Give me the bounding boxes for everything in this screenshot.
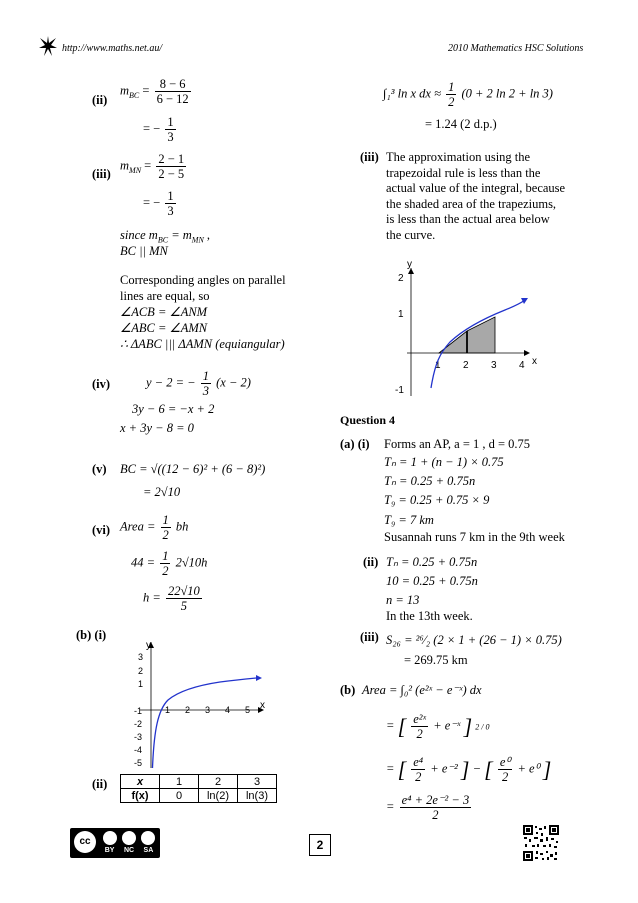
ap-line-5: T₉ = 7 km xyxy=(384,513,434,527)
sum-26-result: = 269.75 km xyxy=(404,653,468,667)
line-eq-1: y − 2 = − $\frac{1}{3}$ (x − 2) xyxy=(146,369,251,398)
explanation-line-5: is less than the actual area below xyxy=(386,212,550,226)
svg-text:5: 5 xyxy=(245,705,251,715)
corresponding-text-1: Corresponding angles on parallel xyxy=(120,273,286,287)
x-axis-label: x xyxy=(532,356,537,367)
header-title: 2010 Mathematics HSC Solutions xyxy=(448,43,584,54)
svg-text:-3: -3 xyxy=(134,732,143,742)
license-sa: SA xyxy=(143,847,154,854)
creative-commons-badge[interactable] xyxy=(70,828,160,858)
cc-icon: cc xyxy=(74,831,96,853)
line-eq-3: x + 3y − 8 = 0 xyxy=(120,421,194,435)
license-nc: NC xyxy=(123,847,135,854)
sa-icon xyxy=(141,831,155,845)
angle-equality-1: ∠ACB = ∠ANM xyxy=(120,305,208,319)
part-iii-label: (iii) xyxy=(92,167,111,181)
area-integral: Area = ∫₀² (e²ˣ − e⁻ˣ) dx xyxy=(362,683,482,697)
svg-text:1: 1 xyxy=(165,705,171,715)
explanation-line-1: The approximation using the xyxy=(386,150,531,164)
qr-code[interactable] xyxy=(523,825,559,861)
aii-line-1: Tₙ = 0.25 + 0.75n xyxy=(386,555,478,569)
height-result: h = $\frac{22√10}{5}$ xyxy=(143,584,200,613)
slope-mn-equation: $m_{MN}$ = $\frac{2 - 1}{2 - 5}$ xyxy=(120,152,185,181)
nc-icon xyxy=(122,831,136,845)
part-a-iii-label: (iii) xyxy=(360,630,379,644)
ap-line-4: T₉ = 0.25 + 0.75 × 9 xyxy=(384,493,490,507)
svg-text:2: 2 xyxy=(138,666,144,676)
since-line: since $m_{BC} = m_{MN}$ , xyxy=(120,228,211,245)
corresponding-text-2: lines are equal, so xyxy=(120,289,210,303)
trapezoidal-result: = 1.24 (2 d.p.) xyxy=(425,117,497,131)
area-substitution: 44 = $\frac{1}{2}$ 2√10h xyxy=(131,549,208,578)
explanation-line-3: actual value of the integral, because xyxy=(386,181,566,195)
svg-text:3: 3 xyxy=(205,705,211,715)
explanation-line-2: trapezoidal rule is less than the xyxy=(386,166,541,180)
svg-text:-5: -5 xyxy=(134,758,143,768)
svg-text:2: 2 xyxy=(185,705,191,715)
evaluation-line: = [ $\frac{\text{e⁴}}{2}$ + e⁻² ] − [ $\frac{\text{e⁰}}{2}$ + e⁰ ] xyxy=(386,755,552,784)
x-axis-label: x xyxy=(260,700,265,711)
svg-text:2: 2 xyxy=(398,273,404,284)
area-formula: Area = $\frac{1}{2}$ bh xyxy=(120,513,189,542)
y-axis-label: y xyxy=(146,640,151,651)
logo-star-icon xyxy=(38,35,58,62)
svg-text:3: 3 xyxy=(491,360,497,371)
part-b-ii-label: (ii) xyxy=(92,777,108,791)
license-by: BY xyxy=(104,847,115,854)
aii-line-3: n = 13 xyxy=(386,593,420,607)
svg-text:1: 1 xyxy=(138,679,144,689)
ap-line-1: Forms an AP, a = 1 , d = 0.75 xyxy=(384,437,531,451)
sum-26: S₂₆ = ²⁶⁄₂ (2 × 1 + (26 − 1) × 0.75) xyxy=(386,633,562,647)
ln-graph xyxy=(110,630,280,775)
aii-line-2: 10 = 0.25 + 0.75n xyxy=(386,574,478,588)
part-a-ii-label: (ii) xyxy=(363,555,379,569)
antiderivative-line: = [ $\frac{\text{e²ˣ}}{2}$ + e⁻ˣ ] 2 / 0 xyxy=(386,712,490,741)
svg-text:-1: -1 xyxy=(134,706,143,716)
slope-mn-result: = − $\frac{1}{3}$ xyxy=(143,189,174,218)
part-b-i-label: (b) (i) xyxy=(76,628,107,642)
svg-text:4: 4 xyxy=(225,705,231,715)
distance-bc-result: = 2√10 xyxy=(143,485,181,499)
part-iii-right-label: (iii) xyxy=(360,150,379,164)
part-b-label: (b) xyxy=(340,683,356,697)
distance-bc: BC = √((12 − 6)² + (6 − 8)²) xyxy=(120,462,266,476)
values-table: x 1 2 3 f(x) 0 ln(2) ln(3) xyxy=(120,774,277,803)
part-vi-label: (vi) xyxy=(92,523,111,537)
angle-equality-2: ∠ABC = ∠AMN xyxy=(120,321,208,335)
ln-curve xyxy=(153,678,257,768)
by-icon xyxy=(103,831,117,845)
part-a-i-label: (a) (i) xyxy=(340,437,370,451)
parallel-line: BC || MN xyxy=(120,244,168,258)
svg-text:1: 1 xyxy=(398,309,404,320)
svg-text:4: 4 xyxy=(519,360,525,371)
svg-text:3: 3 xyxy=(138,652,144,662)
slope-bc-result: = − $\frac{1}{3}$ xyxy=(143,115,174,144)
header-url[interactable]: http://www.maths.net.au/ xyxy=(62,43,163,54)
line-eq-2: 3y − 6 = −x + 2 xyxy=(132,402,215,416)
explanation-line-4: the shaded area of the trapeziums, xyxy=(386,197,557,211)
part-v-label: (v) xyxy=(92,462,107,476)
y-axis-label: y xyxy=(407,259,412,270)
ap-line-6: Susannah runs 7 km in the 9th week xyxy=(384,530,565,544)
final-area: = $\frac{\text{e⁴ + 2e⁻² − 3}}{2}$ xyxy=(386,793,470,822)
part-iv-label: (iv) xyxy=(92,377,111,391)
svg-text:-2: -2 xyxy=(134,719,143,729)
svg-text:-1: -1 xyxy=(395,385,404,396)
ap-line-2: Tₙ = 1 + (n − 1) × 0.75 xyxy=(384,455,504,469)
slope-bc-equation: $m_{BC}$ = $\frac{8 - 6}{6 - 12}$ xyxy=(120,77,189,106)
part-ii-label: (ii) xyxy=(92,93,108,107)
svg-text:2: 2 xyxy=(463,360,469,371)
svg-text:-4: -4 xyxy=(134,745,143,755)
aii-line-4: In the 13th week. xyxy=(386,609,473,623)
page-number: 2 xyxy=(309,834,331,856)
similar-triangles: ∴ ΔABC ||| ΔAMN (equiangular) xyxy=(120,337,285,351)
ap-line-3: Tₙ = 0.25 + 0.75n xyxy=(384,474,476,488)
trapezium-graph xyxy=(385,258,545,408)
trapezoidal-estimate: ∫₁³ ln x dx ≈ $\frac{1}{2}$ (0 + 2 ln 2 + ln 3) xyxy=(383,80,553,109)
question-4-title: Question 4 xyxy=(340,413,396,427)
explanation-line-6: the curve. xyxy=(386,228,436,242)
svg-text:1: 1 xyxy=(435,360,441,371)
